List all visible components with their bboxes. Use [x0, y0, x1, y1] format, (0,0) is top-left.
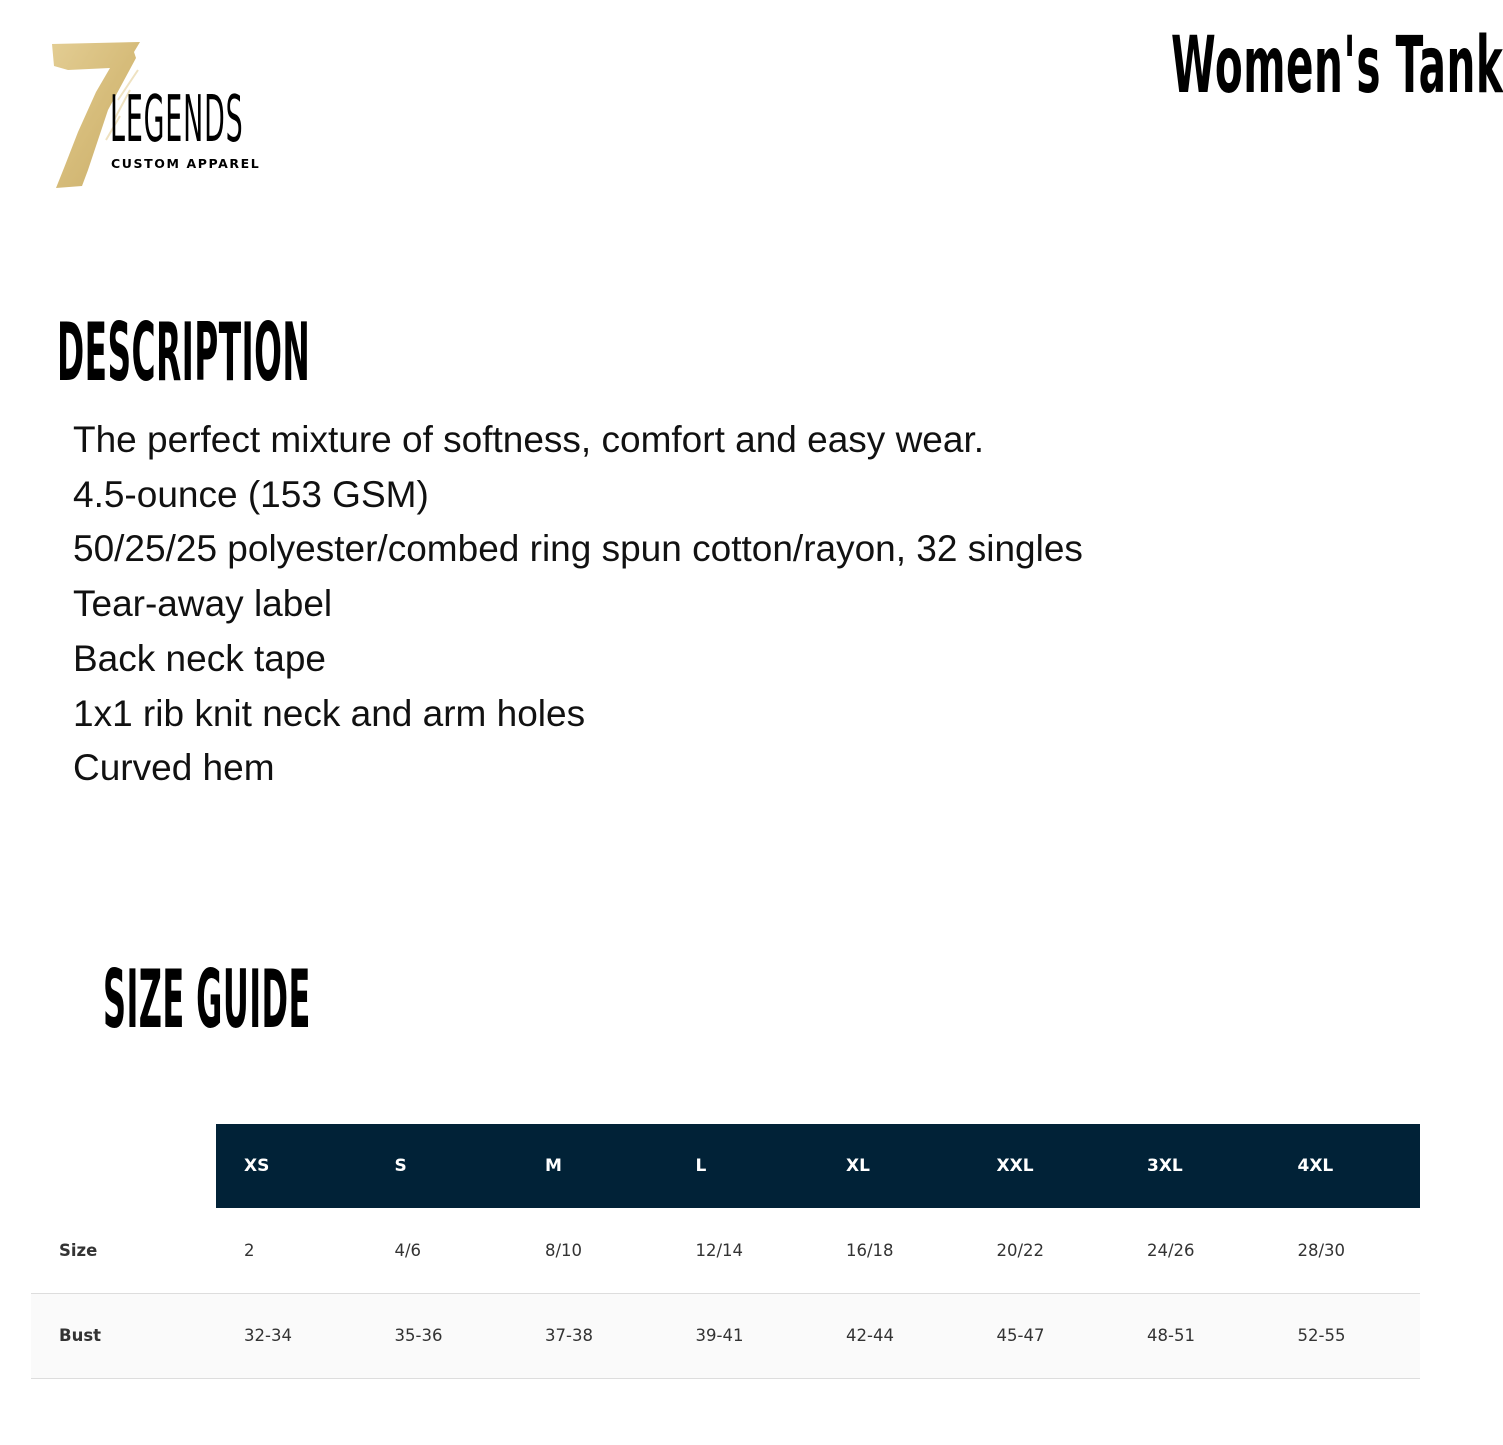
column-header: 4XL [1270, 1124, 1421, 1208]
brand-logo [48, 40, 263, 190]
table-cell: 20/22 [996, 1240, 1045, 1260]
row-label: Size [59, 1240, 98, 1260]
table-cell: 2 [244, 1240, 255, 1260]
column-header: XL [818, 1124, 969, 1208]
column-header: XS [216, 1124, 367, 1208]
table-cell: 12/14 [695, 1240, 744, 1260]
table-cell: 37-38 [545, 1326, 593, 1345]
description-line: Back neck tape [73, 637, 326, 679]
table-cell: 39-41 [695, 1326, 744, 1345]
row-label: Bust [59, 1326, 102, 1345]
column-header: XXL [969, 1124, 1120, 1208]
table-cell: 16/18 [846, 1240, 894, 1260]
description-line: 50/25/25 polyester/combed ring spun cotton/rayon, 32 singles [73, 528, 1083, 570]
table-cell: 4/6 [394, 1240, 422, 1260]
description-line: Tear-away label [73, 583, 333, 625]
column-header: M [517, 1124, 668, 1208]
column-header: S [367, 1124, 518, 1208]
table-row [31, 1208, 1420, 1293]
size-guide-heading: SIZE GUIDE [103, 953, 311, 1046]
description-line: The perfect mixture of softness, comfort and easy wear. [73, 419, 985, 460]
table-cell: 35-36 [394, 1326, 443, 1345]
description-line: 4.5-ounce (153 GSM) [73, 473, 429, 515]
table-cell: 24/26 [1147, 1240, 1195, 1260]
table-cell: 48-51 [1147, 1326, 1195, 1345]
table-header-row [31, 1124, 1420, 1208]
table-cell: 32-34 [244, 1326, 292, 1345]
table-cell: 52-55 [1297, 1326, 1346, 1345]
table-corner-cell [31, 1124, 216, 1208]
description-list [73, 413, 1083, 796]
table-cell: 42-44 [846, 1326, 894, 1345]
product-title: Women's Tank [1171, 21, 1503, 111]
logo-wordmark: LEGENDS [110, 83, 244, 157]
column-header: L [668, 1124, 819, 1208]
table-row [31, 1293, 1420, 1378]
column-header: 3XL [1119, 1124, 1270, 1208]
description-heading: DESCRIPTION [57, 306, 311, 399]
table-cell: 8/10 [545, 1240, 583, 1260]
table-cell: 45-47 [996, 1326, 1045, 1345]
description-line: Curved hem [73, 747, 275, 789]
description-line: 1x1 rib knit neck and arm holes [73, 692, 586, 734]
logo-subtitle: CUSTOM APPAREL [111, 156, 261, 171]
table-cell: 28/30 [1297, 1240, 1346, 1260]
size-guide-table [31, 1124, 1420, 1379]
